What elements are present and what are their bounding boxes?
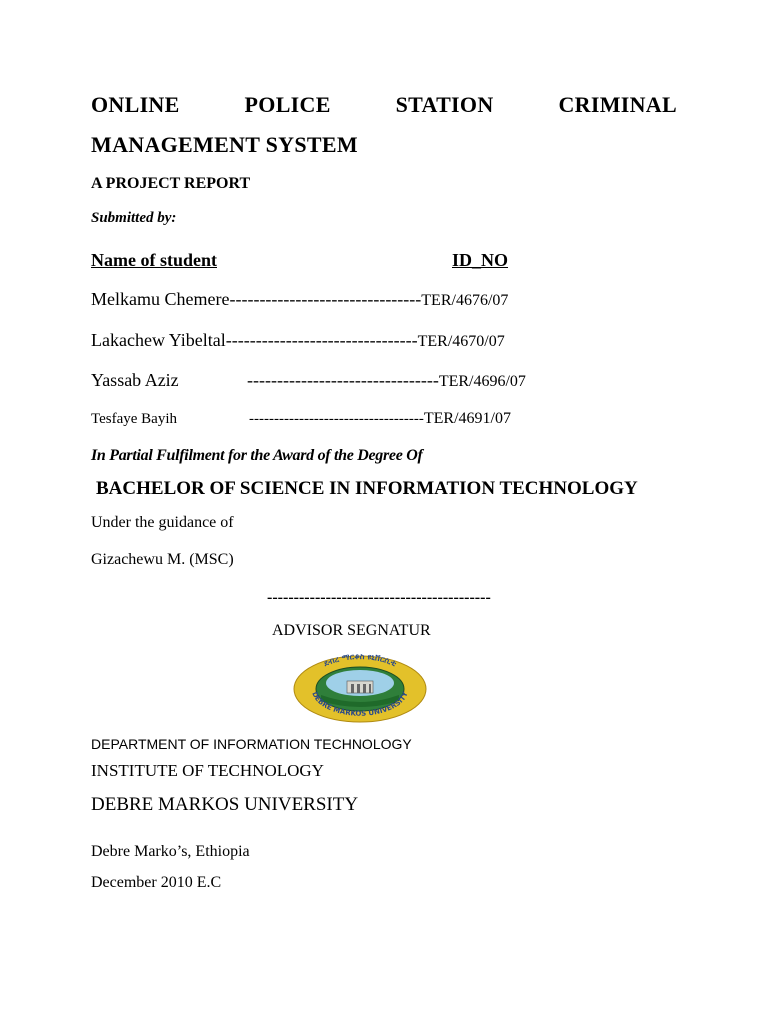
student-name: Lakachew Yibeltal — [91, 330, 226, 350]
student-row — [91, 330, 505, 351]
university-seal-logo — [293, 651, 427, 723]
title-word: POLICE — [244, 92, 331, 117]
submitted-by-label: Submitted by: — [91, 210, 177, 226]
student-id: TER/4670/07 — [417, 333, 505, 350]
title-line-2: MANAGEMENT SYSTEM — [91, 132, 358, 157]
title-line-1 — [91, 92, 677, 118]
seal-ring-text: DEBRE MARKOS UNIVERSITY — [310, 690, 410, 718]
title-word: ONLINE — [91, 92, 180, 117]
svg-text:ደብረ ማርቆስ ዩኒቨርሲቲ: ደብረ ማርቆስ ዩኒቨርሲቲ — [322, 651, 398, 669]
student-id: TER/4696/07 — [438, 373, 526, 390]
guidance-label: Under the guidance of — [91, 514, 234, 531]
title-word: CRIMINAL — [558, 92, 677, 117]
signature-line: ------------------------------------------ — [267, 589, 491, 606]
leader-dashes: -------------------------------- — [229, 289, 422, 309]
signature-label: ADVISOR SEGNATUR — [272, 622, 431, 639]
title-word: STATION — [395, 92, 494, 117]
leader-dashes: -------------------------------- — [247, 370, 439, 390]
student-name: Tesfaye Bayih — [91, 411, 178, 427]
student-name-header: Name of student — [91, 250, 217, 270]
degree-title: BACHELOR OF SCIENCE IN INFORMATION TECHNOLOGY — [96, 478, 638, 499]
location: Debre Marko’s, Ethiopia — [91, 843, 250, 860]
student-id: TER/4691/07 — [423, 410, 511, 427]
report-type: A PROJECT REPORT — [91, 175, 251, 192]
university-name: DEBRE MARKOS UNIVERSITY — [91, 794, 359, 815]
student-id: TER/4676/07 — [421, 292, 509, 309]
student-row — [91, 410, 511, 428]
submission-date: December 2010 E.C — [91, 874, 222, 891]
student-id-header: ID_NO — [452, 250, 509, 270]
leader-dashes: ----------------------------------- — [249, 411, 424, 427]
department-name: DEPARTMENT OF INFORMATION TECHNOLOGY — [91, 736, 412, 752]
student-row — [91, 289, 508, 310]
student-name: Yassab Aziz — [91, 370, 179, 390]
leader-dashes: -------------------------------- — [225, 330, 418, 350]
student-row — [91, 370, 526, 391]
institute-name: INSTITUTE OF TECHNOLOGY — [91, 761, 324, 780]
fulfilment-statement: In Partial Fulfilment for the Award of the Degree Of — [91, 447, 423, 464]
student-name: Melkamu Chemere — [91, 289, 230, 309]
advisor-name: Gizachewu M. (MSC) — [91, 551, 234, 568]
